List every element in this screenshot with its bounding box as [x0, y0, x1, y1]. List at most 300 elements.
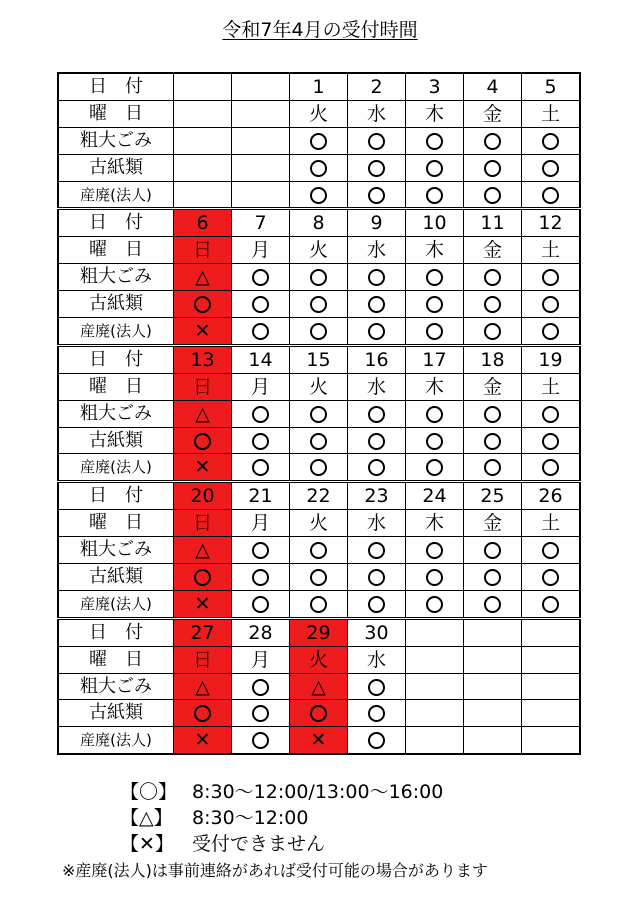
row-label-bulky: 粗大ごみ [58, 400, 174, 427]
bulky-status-cell [290, 264, 348, 291]
circle-symbol-icon [484, 596, 501, 613]
row-label-paper: 古紙類 [58, 427, 174, 454]
legend-row-ok [120, 779, 443, 805]
circle-symbol-icon [426, 433, 443, 450]
paper-status-cell [290, 291, 348, 318]
bulky-status-cell [232, 127, 290, 154]
row-label-industrial: 産廃(法人) [58, 727, 174, 754]
week-4-industrial-row [58, 590, 580, 618]
circle-symbol-icon [252, 542, 269, 559]
industrial-status-cell [232, 590, 290, 618]
circle-symbol-icon [310, 596, 327, 613]
circle-symbol-icon [310, 433, 327, 450]
week-2-date-row [58, 209, 580, 237]
circle-symbol-icon [252, 323, 269, 340]
paper-status-cell [232, 154, 290, 181]
row-label-date: 日 付 [58, 73, 174, 100]
industrial-status-cell [406, 318, 464, 346]
day-number: 10 [406, 209, 464, 237]
bulky-status-cell [348, 673, 406, 700]
industrial-status-cell [348, 181, 406, 209]
week-3-weekday-row [58, 373, 580, 400]
legend-text-ok: 8:30〜12:00/13:00〜16:00 [192, 781, 444, 803]
weekday-cell: 日 [174, 237, 232, 264]
row-label-weekday: 曜 日 [58, 646, 174, 673]
triangle-symbol-icon: △ [195, 402, 210, 425]
industrial-status-cell [290, 181, 348, 209]
bulky-status-cell [290, 127, 348, 154]
industrial-status-cell [290, 318, 348, 346]
industrial-status-cell [174, 727, 232, 754]
industrial-status-cell [348, 727, 406, 754]
circle-symbol-icon [368, 732, 385, 749]
circle-symbol-icon [484, 433, 501, 450]
week-5-date-row [58, 618, 580, 646]
row-label-date: 日 付 [58, 618, 174, 646]
circle-symbol-icon [252, 679, 269, 696]
bulky-status-cell [348, 127, 406, 154]
industrial-status-cell [290, 590, 348, 618]
circle-symbol-icon [426, 542, 443, 559]
paper-status-cell [464, 154, 522, 181]
week-1-date-row [58, 73, 580, 100]
week-5-weekday-row [58, 646, 580, 673]
paper-status-cell [406, 291, 464, 318]
paper-status-cell [232, 564, 290, 591]
legend-text-partial: 8:30〜12:00 [192, 807, 309, 829]
paper-status-cell [290, 427, 348, 454]
legend [120, 779, 443, 857]
cross-symbol-icon: ✕ [194, 319, 211, 342]
bulky-status-cell [174, 127, 232, 154]
weekday-cell: 金 [464, 373, 522, 400]
week-3-industrial-row [58, 454, 580, 482]
industrial-status-cell [174, 590, 232, 618]
circle-symbol-icon [484, 133, 501, 150]
bulky-status-cell [290, 673, 348, 700]
weekday-cell: 月 [232, 373, 290, 400]
triangle-symbol-icon: △ [311, 675, 326, 698]
circle-symbol-icon [368, 459, 385, 476]
circle-symbol-icon [310, 569, 327, 586]
day-number: 6 [174, 209, 232, 237]
week-2-bulky-row [58, 264, 580, 291]
industrial-status-cell [464, 318, 522, 346]
circle-symbol-icon [310, 406, 327, 423]
circle-symbol-icon [484, 323, 501, 340]
weekday-cell: 水 [348, 100, 406, 127]
industrial-status-cell [232, 181, 290, 209]
week-5-bulky-row [58, 673, 580, 700]
circle-symbol-icon [194, 705, 211, 722]
week-5-industrial-row [58, 727, 580, 754]
day-number: 17 [406, 345, 464, 373]
cross-symbol-icon: ✕ [194, 456, 211, 479]
row-label-bulky: 粗大ごみ [58, 127, 174, 154]
circle-symbol-icon [426, 187, 443, 204]
weekday-cell: 土 [522, 100, 581, 127]
day-number: 20 [174, 482, 232, 510]
day-number: 3 [406, 73, 464, 100]
bulky-status-cell [232, 400, 290, 427]
bulky-status-cell [522, 127, 581, 154]
circle-symbol-icon [368, 323, 385, 340]
weekday-cell: 水 [348, 646, 406, 673]
circle-symbol-icon [484, 187, 501, 204]
weekday-cell: 日 [174, 373, 232, 400]
row-label-date: 日 付 [58, 209, 174, 237]
day-number: 15 [290, 345, 348, 373]
weekday-cell: 土 [522, 510, 581, 537]
circle-symbol-icon [310, 323, 327, 340]
circle-symbol-icon [426, 269, 443, 286]
paper-status-cell [232, 427, 290, 454]
circle-symbol-icon [542, 433, 559, 450]
legend-key-none: 【✕】 [120, 833, 174, 855]
day-number [464, 618, 522, 646]
paper-status-cell [406, 154, 464, 181]
industrial-status-cell [232, 727, 290, 754]
row-label-industrial: 産廃(法人) [58, 181, 174, 209]
week-2-weekday-row [58, 237, 580, 264]
industrial-status-cell [522, 590, 581, 618]
circle-symbol-icon [542, 542, 559, 559]
week-5-paper-row [58, 700, 580, 727]
circle-symbol-icon [368, 569, 385, 586]
circle-symbol-icon [310, 133, 327, 150]
circle-symbol-icon [426, 296, 443, 313]
week-4-paper-row [58, 564, 580, 591]
weekday-cell [406, 646, 464, 673]
paper-status-cell [522, 564, 581, 591]
circle-symbol-icon [484, 406, 501, 423]
industrial-status-cell [290, 454, 348, 482]
row-label-weekday: 曜 日 [58, 237, 174, 264]
industrial-status-cell [522, 318, 581, 346]
circle-symbol-icon [368, 679, 385, 696]
bulky-status-cell [406, 400, 464, 427]
circle-symbol-icon [426, 323, 443, 340]
legend-row-partial [120, 805, 443, 831]
weekday-cell: 火 [290, 237, 348, 264]
paper-status-cell [290, 154, 348, 181]
circle-symbol-icon [542, 459, 559, 476]
day-number: 29 [290, 618, 348, 646]
week-3-paper-row [58, 427, 580, 454]
paper-status-cell [348, 700, 406, 727]
industrial-status-cell [406, 454, 464, 482]
row-label-industrial: 産廃(法人) [58, 590, 174, 618]
paper-status-cell [232, 700, 290, 727]
circle-symbol-icon [252, 433, 269, 450]
bulky-status-cell [464, 264, 522, 291]
paper-status-cell [174, 700, 232, 727]
row-label-industrial: 産廃(法人) [58, 318, 174, 346]
bulky-status-cell [174, 264, 232, 291]
circle-symbol-icon [426, 459, 443, 476]
legend-key-partial: 【△】 [120, 807, 173, 829]
week-4-date-row [58, 482, 580, 510]
circle-symbol-icon [484, 296, 501, 313]
triangle-symbol-icon: △ [195, 675, 210, 698]
week-1-bulky-row [58, 127, 580, 154]
circle-symbol-icon [310, 269, 327, 286]
circle-symbol-icon [542, 323, 559, 340]
circle-symbol-icon [426, 160, 443, 177]
weekday-cell [232, 100, 290, 127]
industrial-status-cell [232, 318, 290, 346]
paper-status-cell [464, 427, 522, 454]
weekday-cell: 木 [406, 373, 464, 400]
weekday-cell: 水 [348, 510, 406, 537]
day-number [232, 73, 290, 100]
day-number: 27 [174, 618, 232, 646]
circle-symbol-icon [368, 433, 385, 450]
bulky-status-cell [464, 127, 522, 154]
bulky-status-cell [174, 537, 232, 564]
bulky-status-cell [290, 537, 348, 564]
circle-symbol-icon [310, 542, 327, 559]
weekday-cell: 金 [464, 510, 522, 537]
paper-status-cell [174, 154, 232, 181]
bulky-status-cell [522, 537, 581, 564]
industrial-status-cell [406, 590, 464, 618]
industrial-status-cell [522, 454, 581, 482]
industrial-status-cell [464, 181, 522, 209]
circle-symbol-icon [194, 569, 211, 586]
page-title: 令和7年4月の受付時間 [222, 19, 418, 41]
circle-symbol-icon [252, 732, 269, 749]
weekday-cell [174, 100, 232, 127]
industrial-status-cell [464, 727, 522, 754]
weekday-cell: 水 [348, 237, 406, 264]
weekday-cell: 木 [406, 510, 464, 537]
legend-row-none [120, 831, 443, 857]
bulky-status-cell [232, 264, 290, 291]
row-label-paper: 古紙類 [58, 700, 174, 727]
week-1-paper-row [58, 154, 580, 181]
weekday-cell: 月 [232, 510, 290, 537]
paper-status-cell [464, 700, 522, 727]
paper-status-cell [464, 564, 522, 591]
day-number: 19 [522, 345, 581, 373]
row-label-industrial: 産廃(法人) [58, 454, 174, 482]
row-label-bulky: 粗大ごみ [58, 673, 174, 700]
paper-status-cell [522, 291, 581, 318]
industrial-status-cell [348, 318, 406, 346]
paper-status-cell [174, 291, 232, 318]
week-3-date-row [58, 345, 580, 373]
bulky-status-cell [232, 537, 290, 564]
circle-symbol-icon [426, 569, 443, 586]
circle-symbol-icon [542, 269, 559, 286]
circle-symbol-icon [252, 569, 269, 586]
circle-symbol-icon [542, 596, 559, 613]
circle-symbol-icon [310, 160, 327, 177]
day-number: 25 [464, 482, 522, 510]
paper-status-cell [406, 700, 464, 727]
industrial-status-cell [174, 318, 232, 346]
day-number [406, 618, 464, 646]
circle-symbol-icon [542, 187, 559, 204]
cross-symbol-icon: ✕ [194, 592, 211, 615]
day-number: 2 [348, 73, 406, 100]
circle-symbol-icon [310, 187, 327, 204]
circle-symbol-icon [368, 406, 385, 423]
circle-symbol-icon [484, 542, 501, 559]
circle-symbol-icon [310, 296, 327, 313]
paper-status-cell [522, 154, 581, 181]
weekday-cell: 日 [174, 510, 232, 537]
row-label-date: 日 付 [58, 345, 174, 373]
day-number [174, 73, 232, 100]
row-label-weekday: 曜 日 [58, 510, 174, 537]
weekday-cell [522, 646, 581, 673]
weekday-cell: 火 [290, 510, 348, 537]
row-label-weekday: 曜 日 [58, 373, 174, 400]
reception-calendar-table [57, 72, 581, 755]
day-number: 30 [348, 618, 406, 646]
industrial-status-cell [464, 590, 522, 618]
bulky-status-cell [522, 673, 581, 700]
circle-symbol-icon [484, 160, 501, 177]
circle-symbol-icon [194, 433, 211, 450]
weekday-cell: 水 [348, 373, 406, 400]
triangle-symbol-icon: △ [195, 266, 210, 289]
week-2-industrial-row [58, 318, 580, 346]
cross-symbol-icon: ✕ [310, 729, 327, 752]
circle-symbol-icon [368, 269, 385, 286]
day-number: 28 [232, 618, 290, 646]
day-number: 11 [464, 209, 522, 237]
row-label-date: 日 付 [58, 482, 174, 510]
industrial-status-cell [464, 454, 522, 482]
weekday-cell: 金 [464, 100, 522, 127]
weekday-cell: 日 [174, 646, 232, 673]
weekday-cell: 土 [522, 373, 581, 400]
day-number: 16 [348, 345, 406, 373]
footnote: ※産廃(法人)は事前連絡があれば受付可能の場合があります [62, 861, 488, 880]
paper-status-cell [348, 291, 406, 318]
bulky-status-cell [348, 400, 406, 427]
weekday-cell: 木 [406, 100, 464, 127]
industrial-status-cell [348, 454, 406, 482]
week-1-industrial-row [58, 181, 580, 209]
day-number: 4 [464, 73, 522, 100]
circle-symbol-icon [542, 133, 559, 150]
circle-symbol-icon [252, 459, 269, 476]
day-number: 9 [348, 209, 406, 237]
paper-status-cell [174, 564, 232, 591]
industrial-status-cell [174, 454, 232, 482]
circle-symbol-icon [484, 569, 501, 586]
bulky-status-cell [464, 537, 522, 564]
legend-key-ok: 【〇】 [120, 781, 178, 803]
industrial-status-cell [406, 181, 464, 209]
weekday-cell: 火 [290, 100, 348, 127]
weekday-cell: 月 [232, 237, 290, 264]
bulky-status-cell [406, 264, 464, 291]
bulky-status-cell [232, 673, 290, 700]
circle-symbol-icon [542, 296, 559, 313]
circle-symbol-icon [368, 542, 385, 559]
week-4-weekday-row [58, 510, 580, 537]
bulky-status-cell [406, 673, 464, 700]
paper-status-cell [406, 564, 464, 591]
industrial-status-cell [522, 727, 581, 754]
paper-status-cell [464, 291, 522, 318]
circle-symbol-icon [252, 406, 269, 423]
circle-symbol-icon [368, 596, 385, 613]
week-2-paper-row [58, 291, 580, 318]
circle-symbol-icon [252, 296, 269, 313]
day-number: 22 [290, 482, 348, 510]
weekday-cell: 土 [522, 237, 581, 264]
paper-status-cell [406, 427, 464, 454]
industrial-status-cell [348, 590, 406, 618]
circle-symbol-icon [542, 406, 559, 423]
circle-symbol-icon [194, 296, 211, 313]
paper-status-cell [522, 427, 581, 454]
circle-symbol-icon [484, 459, 501, 476]
row-label-paper: 古紙類 [58, 564, 174, 591]
circle-symbol-icon [368, 705, 385, 722]
industrial-status-cell [232, 454, 290, 482]
day-number [522, 618, 581, 646]
circle-symbol-icon [542, 160, 559, 177]
paper-status-cell [348, 154, 406, 181]
day-number: 5 [522, 73, 581, 100]
industrial-status-cell [174, 181, 232, 209]
paper-status-cell [522, 700, 581, 727]
row-label-bulky: 粗大ごみ [58, 264, 174, 291]
industrial-status-cell [406, 727, 464, 754]
row-label-paper: 古紙類 [58, 154, 174, 181]
circle-symbol-icon [368, 133, 385, 150]
day-number: 7 [232, 209, 290, 237]
paper-status-cell [232, 291, 290, 318]
cross-symbol-icon: ✕ [194, 729, 211, 752]
weekday-cell: 木 [406, 237, 464, 264]
circle-symbol-icon [252, 269, 269, 286]
bulky-status-cell [464, 400, 522, 427]
industrial-status-cell [522, 181, 581, 209]
circle-symbol-icon [368, 160, 385, 177]
day-number: 13 [174, 345, 232, 373]
bulky-status-cell [406, 127, 464, 154]
week-4-bulky-row [58, 537, 580, 564]
circle-symbol-icon [368, 187, 385, 204]
legend-text-none: 受付できません [192, 833, 326, 855]
day-number: 24 [406, 482, 464, 510]
day-number: 21 [232, 482, 290, 510]
paper-status-cell [290, 700, 348, 727]
day-number: 14 [232, 345, 290, 373]
row-label-paper: 古紙類 [58, 291, 174, 318]
triangle-symbol-icon: △ [195, 539, 210, 562]
circle-symbol-icon [426, 133, 443, 150]
bulky-status-cell [174, 673, 232, 700]
bulky-status-cell [290, 400, 348, 427]
circle-symbol-icon [310, 459, 327, 476]
paper-status-cell [174, 427, 232, 454]
weekday-cell: 月 [232, 646, 290, 673]
weekday-cell: 金 [464, 237, 522, 264]
circle-symbol-icon [542, 569, 559, 586]
circle-symbol-icon [484, 269, 501, 286]
bulky-status-cell [174, 400, 232, 427]
paper-status-cell [290, 564, 348, 591]
